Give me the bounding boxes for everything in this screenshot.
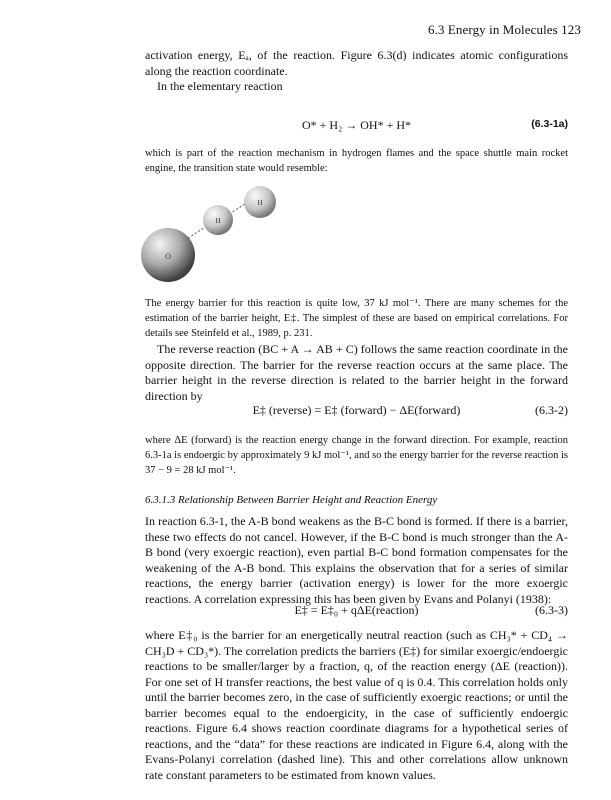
equation-6-3-2 xyxy=(145,403,568,419)
paragraph-activation-energy: activation energy, Eₐ, of the reaction. Figure 6.3(d) indicates atomic configurations along the reaction coordinate. xyxy=(145,48,568,78)
equation-6-3-3 xyxy=(145,603,568,619)
paragraph-reverse-reaction: The reverse reaction (BC + A → AB + C) follows the same reaction coordinate in the opposite direction. The barrier for the reverse reaction occurs at the same place. The barrier height in the reverse direction is related to the barrier height in the forward direction by xyxy=(145,342,568,403)
transition-state-figure xyxy=(140,180,300,290)
paragraph-reaction-energy-change: where ΔE (forward) is the reaction energy change in the forward direction. For example, reaction 6.3-1a is endoergic by approximately 9 kJ mol⁻¹, and so the energy barrier for the reverse reaction is 37 − 9 = 28 kJ mol⁻¹. xyxy=(145,435,568,476)
atom-label-h2: H xyxy=(257,199,263,207)
atom-label-o: O xyxy=(165,252,171,261)
equation-number: (6.3-2) xyxy=(535,403,568,417)
equation-6-3-1a xyxy=(145,118,568,134)
paragraph-bond-weakening: In reaction 6.3-1, the A-B bond weakens as the B-C bond is formed. If there is a barrier, these two effects do not cancel. However, if the B-C bond is much stronger than the A-B bond (very exoergic reaction), even partial B-C bond formation compensates for the weakening of the A-B bond. This explains the observation that for a series of similar reactions, the energy barrier (activation energy) is lower for the more exoergic reactions. A correlation expressing this has been given by Evans and Polanyi (1938): xyxy=(145,514,568,606)
equation-body: O* + H₂ → OH* + H* xyxy=(301,118,412,132)
equation-number: (6.3-3) xyxy=(535,603,568,617)
paragraph-elementary-reaction: In the elementary reaction xyxy=(157,79,283,93)
transition-state-illustration xyxy=(140,180,300,290)
section-heading-6-3-1-3: 6.3.1.3 Relationship Between Barrier Height and Reaction Energy xyxy=(145,494,438,506)
equation-body: E‡ = E‡₀ + qΔE(reaction) xyxy=(294,603,419,617)
paragraph-evans-polanyi: where E‡₀ is the barrier for an energetically neutral reaction (such as CH₃* + CD₄ → CH₃D + CD₃*). The correlation predicts the barriers (E‡) for similar exoergic/endoergic reactions to be smaller/larger by a fraction, q, of the reaction energy (ΔE (reaction)). For one set of H transfer reactions, the best value of q is 0.4. This correlation holds only until the barrier becomes zero, in the case of sufficiently exoergic reactions; or until the barrier becomes equal to the endoergicity, in the case of sufficiently endoergic reactions. Figure 6.4 shows reaction coordinate diagrams for a hypothetical series of reactions, and the “data” for these reactions are indicated in Figure 6.4, along with the Evans-Polanyi correlation (dashed line). This and other correlations allow unknown rate constant parameters to be estimated from known values. xyxy=(145,628,568,782)
equation-body: E‡ (reverse) = E‡ (forward) − ΔE(forward) xyxy=(252,403,461,417)
running-header: 6.3 Energy in Molecules 123 xyxy=(427,22,581,37)
paragraph-hydrogen-flames: which is part of the reaction mechanism in hydrogen flames and the space shuttle main rocket engine, the transition state would resemble: xyxy=(145,148,568,174)
equation-number: (6.3-1a) xyxy=(531,118,568,130)
atom-label-h1: H xyxy=(215,217,221,225)
paragraph-energy-barrier: The energy barrier for this reaction is quite low, 37 kJ mol⁻¹. There are many schemes for the estimation of the barrier height, E‡. The simplest of these are based on empirical correlations. For details see Steinfeld et al., 1989, p. 231. xyxy=(145,298,568,339)
